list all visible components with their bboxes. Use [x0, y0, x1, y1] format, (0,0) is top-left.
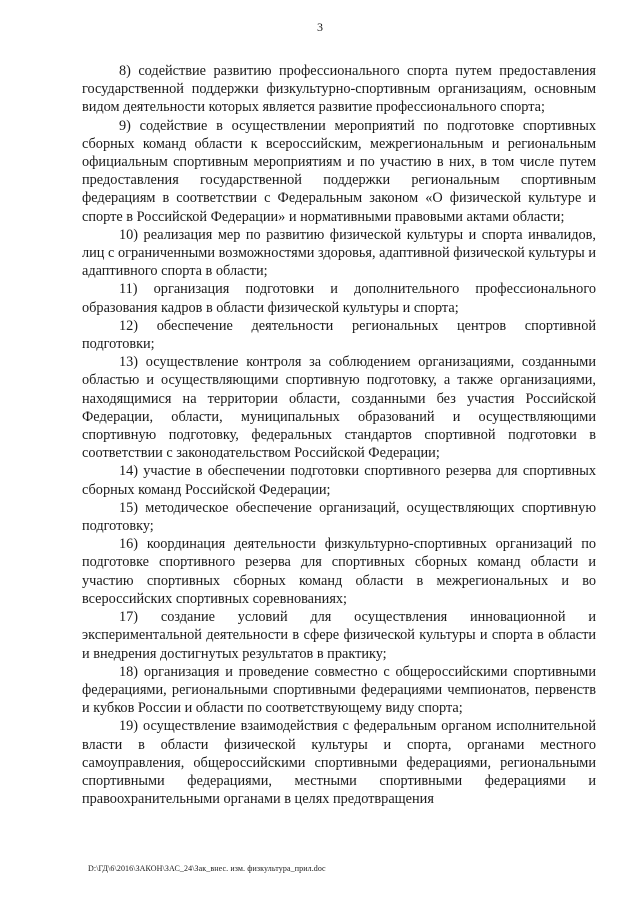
- paragraph-item-17: 17) создание условий для осуществления инновационной и экспериментальной деятельности в сфере физической культуры и спорта в области и внедрения достигнутых результатов в практику;: [82, 609, 596, 662]
- file-path-footer: D:\ГД\6\2016\ЗАКОН\ЗАС_24\Зак_внес. изм. физкультура_прил.doc: [88, 864, 326, 873]
- paragraph-item-13: 13) осуществление контроля за соблюдением организациями, созданными областью и осуществляющими спортивную подготовку, а также организациями, находящимися на территории области, созданными без участия Российской Федерации, области, муниципальных образований и осуществляющими спортивную подготовку, федеральных стандартов спортивной подготовки в соответствии с законодательством Российской Федерации;: [82, 354, 596, 462]
- paragraph-item-19: 19) осуществление взаимодействия с федеральным органом исполнительной власти в области физической культуры и спорта, органами местного самоуправления, общероссийскими спортивными федерациями, региональными спортивными федерациями, местными спортивными федерациями и правоохранительными органами в целях предотвращения: [82, 718, 596, 808]
- paragraph-item-11: 11) организация подготовки и дополнительного профессионального образования кадров в области физической культуры и спорта;: [82, 281, 596, 316]
- paragraph-item-18: 18) организация и проведение совместно с общероссийскими спортивными федерациями, региональными спортивными федерациями чемпионатов, первенств и кубков России и области по соответствующему виду спорта;: [82, 663, 596, 717]
- paragraph-item-14: 14) участие в обеспечении подготовки спортивного резерва для спортивных сборных команд Российской Федерации;: [82, 463, 596, 498]
- paragraph-item-16: 16) координация деятельности физкультурно-спортивных организаций по подготовке спортивного резерва для спортивных сборных команд области и участию спортивных сборных команд области в межрегиональных и во всероссийских спортивных соревнованиях;: [82, 536, 596, 607]
- page-number: 3: [317, 20, 323, 34]
- paragraph-item-10: 10) реализация мер по развитию физической культуры и спорта инвалидов, лиц с ограниченными возможностями здоровья, адаптивной физической культуры и адаптивного спорта в области;: [82, 226, 596, 280]
- paragraph-item-8: 8) содействие развитию профессионального спорта путем предоставления государственной поддержки физкультурно-спортивным организациям, основным видом деятельности которых является развитие профессионального спорта;: [82, 63, 596, 116]
- document-body: [82, 62, 596, 808]
- paragraph-item-15: 15) методическое обеспечение организаций, осуществляющих спортивную подготовку;: [82, 499, 596, 535]
- paragraph-item-12: 12) обеспечение деятельности региональных центров спортивной подготовки;: [82, 317, 596, 353]
- paragraph-item-9: 9) содействие в осуществлении мероприятий по подготовке спортивных сборных команд области к всероссийским, межрегиональным и региональным официальным спортивным мероприятиям и по участию в них, в том числе путем предоставления государственной поддержки региональным спортивным федерациям в соответствии с Федеральным законом «О физической культуре и спорте в Российской Федерации» и нормативными правовыми актами области;: [82, 117, 596, 225]
